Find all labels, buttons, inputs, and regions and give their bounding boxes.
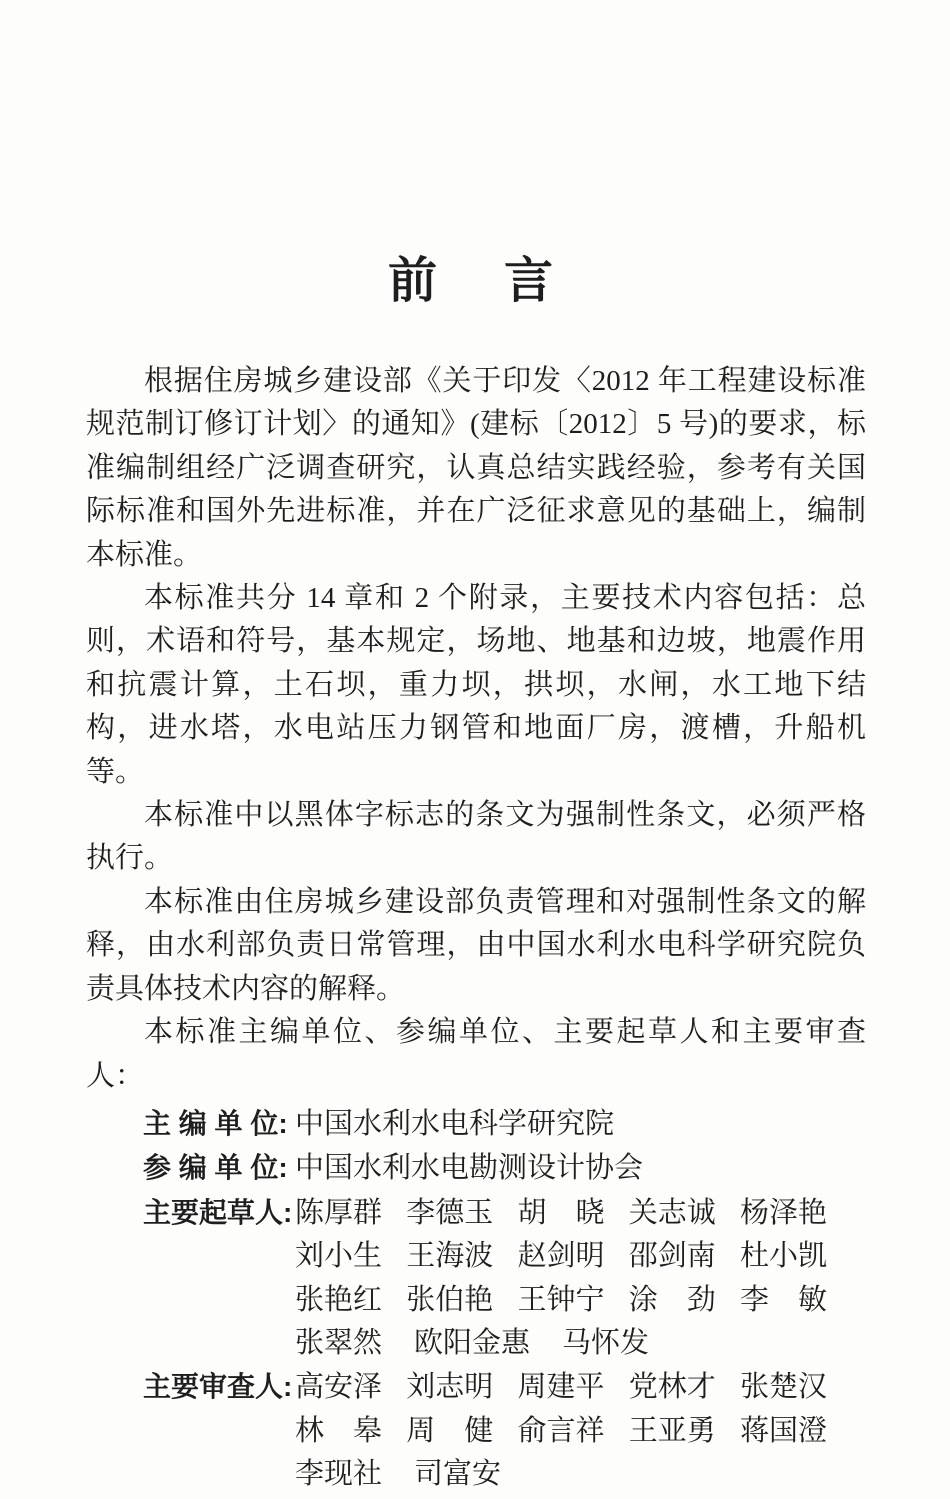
reviewer-name: 蒋国澄: [739, 1414, 827, 1447]
drafter-name: 胡 晓: [517, 1196, 605, 1229]
drafters-row-3: [143, 1279, 866, 1322]
reviewers-row-1: [143, 1365, 866, 1409]
drafter-name: 陈厚群: [295, 1196, 383, 1229]
drafters-names-2: [295, 1235, 827, 1278]
chief-editor-row: [143, 1102, 866, 1146]
drafters-row-4: [143, 1322, 866, 1365]
reviewer-name: 司富安: [414, 1458, 502, 1491]
preface-body: [86, 360, 866, 1497]
co-editor-row: [143, 1146, 866, 1190]
reviewers-label: 主要审查人:: [143, 1371, 293, 1403]
reviewers-names-3: [295, 1453, 827, 1496]
drafter-name: 欧阳金惠: [414, 1326, 531, 1359]
reviewer-name: 张楚汉: [739, 1371, 827, 1404]
drafter-name: 关志诚: [628, 1196, 716, 1229]
drafters-names-1: [295, 1192, 827, 1235]
reviewer-name: 周 健: [406, 1414, 494, 1447]
credits-block: [86, 1102, 866, 1497]
drafter-name: 赵剑明: [517, 1240, 605, 1273]
reviewers-row-3: [143, 1453, 866, 1496]
page-title: 前 言: [387, 254, 562, 308]
credits-intro: 本标准主编单位、参编单位、主要起草人和主要审查人：: [86, 1016, 866, 1092]
paragraph-contents: 本标准共分 14 章和 2 个附录，主要技术内容包括：总则，术语和符号，基本规定，场地、地基和边坡，地震作用和抗震计算，土石坝，重力坝，拱坝，水闸，水工地下结构，进水塔，水电站压力钢管和地面厂房，渡槽，升船机等。: [86, 582, 866, 788]
reviewer-name: 周建平: [517, 1371, 605, 1404]
paragraph-administration: 本标准由住房城乡建设部负责管理和对强制性条文的解释，由水利部负责日常管理，由中国水利水电科学研究院负责具体技术内容的解释。: [86, 885, 866, 1005]
chief-editor-value: 中国水利水电科学研究院: [295, 1107, 615, 1140]
reviewer-name: 刘志明: [406, 1371, 494, 1404]
paragraph-mandatory-clauses: 本标准中以黑体字标志的条文为强制性条文，必须严格执行。: [86, 799, 866, 875]
drafter-name: 王海波: [406, 1240, 494, 1273]
drafter-name: 刘小生: [295, 1240, 383, 1273]
reviewer-name: 李现社: [295, 1458, 383, 1491]
drafter-name: 涂 劲: [628, 1283, 716, 1316]
drafters-row-1: [143, 1191, 866, 1235]
paragraph-basis: 根据住房城乡建设部《关于印发〈2012 年工程建设标准规范制订修订计划〉的通知》(建标〔2012〕5 号)的要求，标准编制组经广泛调查研究，认真总结实践经验，参考有关国际标准和国外先进标准，并在广泛征求意见的基础上，编制本标准。: [86, 365, 866, 571]
reviewer-name: 俞言祥: [517, 1414, 605, 1447]
drafter-name: 杨泽艳: [739, 1196, 827, 1229]
co-editor-value: 中国水利水电勘测设计协会: [295, 1152, 644, 1185]
drafter-name: 王钟宁: [517, 1283, 605, 1316]
drafter-name: 邵剑南: [628, 1240, 716, 1273]
drafter-name: 杜小凯: [739, 1240, 827, 1273]
chief-editor-label: 主 编 单 位:: [143, 1107, 288, 1139]
reviewer-name: 高安泽: [295, 1371, 383, 1404]
reviewers-names-1: [295, 1366, 827, 1409]
co-editor-label: 参 编 单 位:: [143, 1152, 288, 1184]
drafter-name: 张艳红: [295, 1283, 383, 1316]
drafter-name: 李 敏: [739, 1283, 827, 1316]
reviewers-row-2: [143, 1410, 866, 1453]
reviewer-name: 王亚勇: [628, 1414, 716, 1447]
drafter-name: 李德玉: [406, 1196, 494, 1229]
drafters-label: 主要起草人:: [143, 1196, 293, 1228]
drafter-name: 张翠然: [295, 1326, 383, 1359]
reviewer-name: 林 皋: [295, 1414, 383, 1447]
reviewers-names-2: [295, 1410, 827, 1453]
drafters-row-2: [143, 1235, 866, 1278]
drafters-names-3: [295, 1279, 827, 1322]
drafter-name: 马怀发: [562, 1326, 650, 1359]
reviewer-name: 党林才: [628, 1371, 716, 1404]
drafter-name: 张伯艳: [406, 1283, 494, 1316]
drafters-names-4: [295, 1322, 827, 1365]
